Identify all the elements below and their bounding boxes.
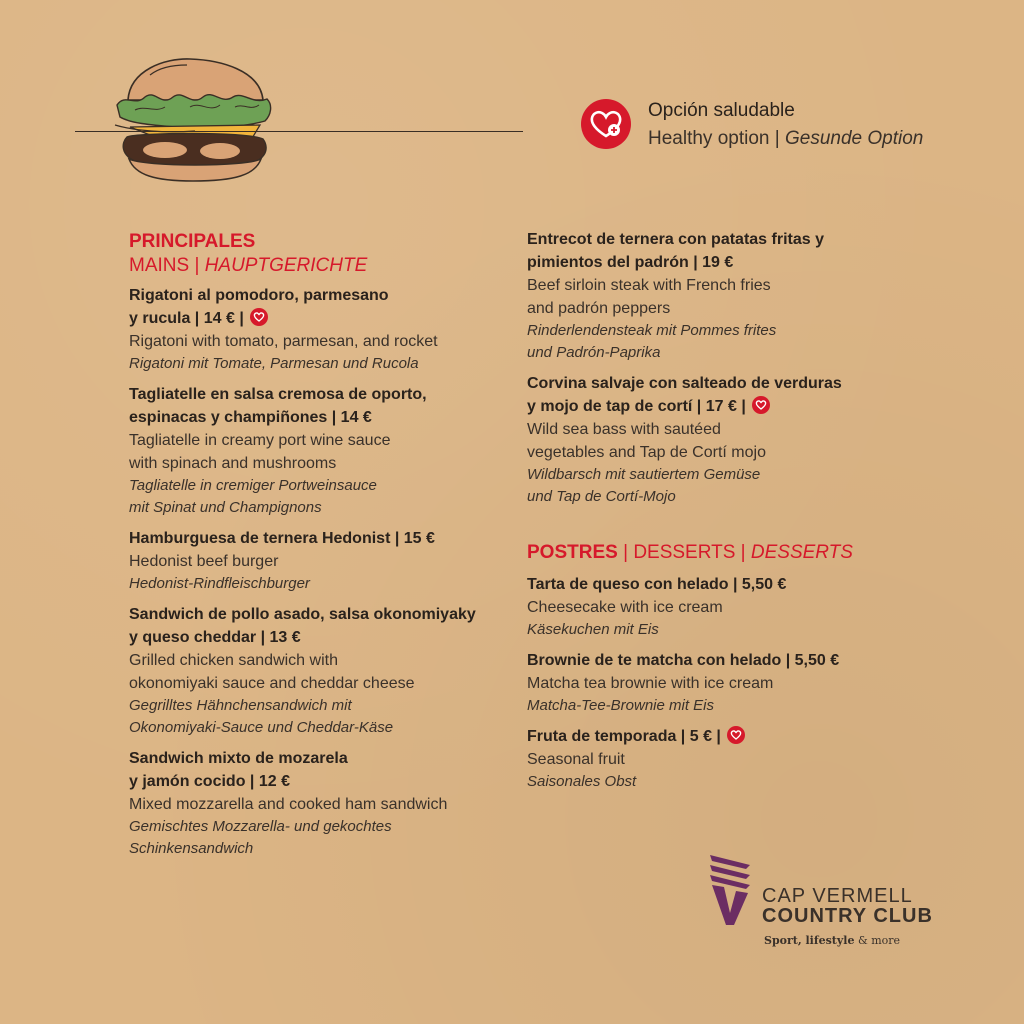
item-name-line2 (527, 395, 887, 418)
menu-item (129, 284, 509, 375)
legend-subtitle-de: Gesunde Option (784, 128, 924, 149)
item-english: Beef sirloin steak with French fries (527, 277, 771, 294)
logo-line1: CAP VERMELL (762, 885, 913, 907)
menu-item (527, 573, 907, 641)
item-name-text: y mojo de tap de cortí | 17 € | (527, 398, 746, 415)
mains-section (129, 230, 509, 860)
item-english: Wild sea bass with sautéed (527, 421, 721, 438)
item-name: Brownie de te matcha con helado | 5,50 € (527, 652, 840, 669)
item-name-line2: espinacas y champiñones | 14 € (129, 409, 372, 426)
item-english: Matcha tea brownie with ice cream (527, 675, 774, 692)
menu-item (527, 649, 907, 717)
menu-item (527, 725, 907, 793)
item-german: Wildbarsch mit sautiertem Gemüse (527, 466, 761, 483)
section-subtitle (129, 254, 509, 278)
burger-illustration-icon (95, 55, 280, 185)
logo-tagline-bold: Sport, lifestyle (764, 934, 855, 947)
desserts-section (527, 541, 907, 793)
item-name-line2: y queso cheddar | 13 € (129, 629, 301, 646)
logo-tagline (764, 934, 900, 947)
item-english: Cheesecake with ice cream (527, 599, 723, 616)
heart-plus-icon (581, 99, 631, 149)
item-german: Gemischtes Mozzarella- und gekochtes (129, 818, 392, 835)
item-name: Rigatoni al pomodoro, parmesano (129, 287, 389, 304)
item-name-line2 (129, 307, 509, 330)
item-name: Sandwich de pollo asado, salsa okonomiyaky (129, 606, 476, 623)
section-separator: | (617, 542, 634, 563)
item-name: Entrecot de ternera con patatas fritas y (527, 231, 824, 248)
item-german: Matcha-Tee-Brownie mit Eis (527, 697, 715, 714)
healthy-heart-icon (727, 726, 745, 744)
item-german: Hedonist-Rindfleischburger (129, 575, 310, 592)
legend-subtitle (648, 128, 923, 150)
item-german-line2: und Padrón-Paprika (527, 344, 661, 361)
item-german: Tagliatelle in cremiger Portweinsauce (129, 477, 377, 494)
item-name-line2: pimientos del padrón | 19 € (527, 254, 734, 271)
item-english: Seasonal fruit (527, 751, 625, 768)
section-separator: | (735, 542, 751, 563)
healthy-heart-icon (250, 308, 268, 326)
item-english: Tagliatelle in creamy port wine sauce (129, 432, 391, 449)
item-english-line2: vegetables and Tap de Cortí mojo (527, 444, 766, 461)
item-english-line2: with spinach and mushrooms (129, 455, 337, 472)
item-german-line2: und Tap de Cortí-Mojo (527, 488, 676, 505)
item-english-line2: and padrón peppers (527, 300, 671, 317)
section-separator: | (189, 255, 205, 276)
item-german: Saisonales Obst (527, 773, 637, 790)
decorative-line (75, 131, 523, 132)
item-german-line2: Okonomiyaki-Sauce und Cheddar-Käse (129, 719, 394, 736)
item-english: Rigatoni with tomato, parmesan, and rocket (129, 333, 438, 350)
item-english: Hedonist beef burger (129, 553, 279, 570)
item-german: Gegrilltes Hähnchensandwich mit (129, 697, 352, 714)
section-title: PRINCIPALES (129, 231, 256, 252)
menu-item (129, 383, 509, 519)
section-title: POSTRES (527, 542, 618, 563)
menu-item (129, 603, 509, 739)
legend-title: Opción saludable (648, 100, 795, 121)
item-english: Mixed mozzarella and cooked ham sandwich (129, 796, 448, 813)
section-subtitle-de: HAUPTGERICHTE (204, 255, 368, 276)
item-name: Fruta de temporada | 5 € | (527, 728, 721, 745)
item-name-text: y rucula | 14 € | (129, 310, 244, 327)
section-subtitle-en: MAINS (129, 255, 190, 276)
item-name-line2: y jamón cocido | 12 € (129, 773, 290, 790)
item-name: Hamburguesa de ternera Hedonist | 15 € (129, 530, 435, 547)
item-german: Rigatoni mit Tomate, Parmesan und Rucola (129, 355, 419, 372)
section-title-row (527, 541, 907, 565)
legend-separator: | (769, 128, 785, 149)
logo-tagline-rest: & more (854, 934, 901, 947)
item-english: Grilled chicken sandwich with (129, 652, 338, 669)
menu-item (129, 527, 509, 595)
mains-continued-section (527, 228, 887, 508)
item-german-line2: mit Spinat und Champignons (129, 499, 322, 516)
legend-subtitle-en: Healthy option (648, 128, 770, 149)
item-name: Tagliatelle en salsa cremosa de oporto, (129, 386, 427, 403)
healthy-heart-icon (752, 396, 770, 414)
menu-item (129, 747, 509, 860)
item-name: Tarta de queso con helado | 5,50 € (527, 576, 787, 593)
cap-vermell-v-logo-icon (708, 855, 752, 925)
item-name-line (527, 725, 907, 748)
menu-item (527, 372, 887, 508)
item-name: Sandwich mixto de mozarela (129, 750, 348, 767)
section-subtitle-de: DESSERTS (750, 542, 853, 563)
menu-item (527, 228, 887, 364)
logo-line2: COUNTRY CLUB (762, 905, 933, 927)
item-english-line2: okonomiyaki sauce and cheddar cheese (129, 675, 415, 692)
section-subtitle-en: DESSERTS (633, 542, 736, 563)
item-german: Rinderlendensteak mit Pommes frites (527, 322, 777, 339)
item-german: Käsekuchen mit Eis (527, 621, 659, 638)
item-german-line2: Schinkensandwich (129, 840, 254, 857)
item-name: Corvina salvaje con salteado de verduras (527, 375, 842, 392)
